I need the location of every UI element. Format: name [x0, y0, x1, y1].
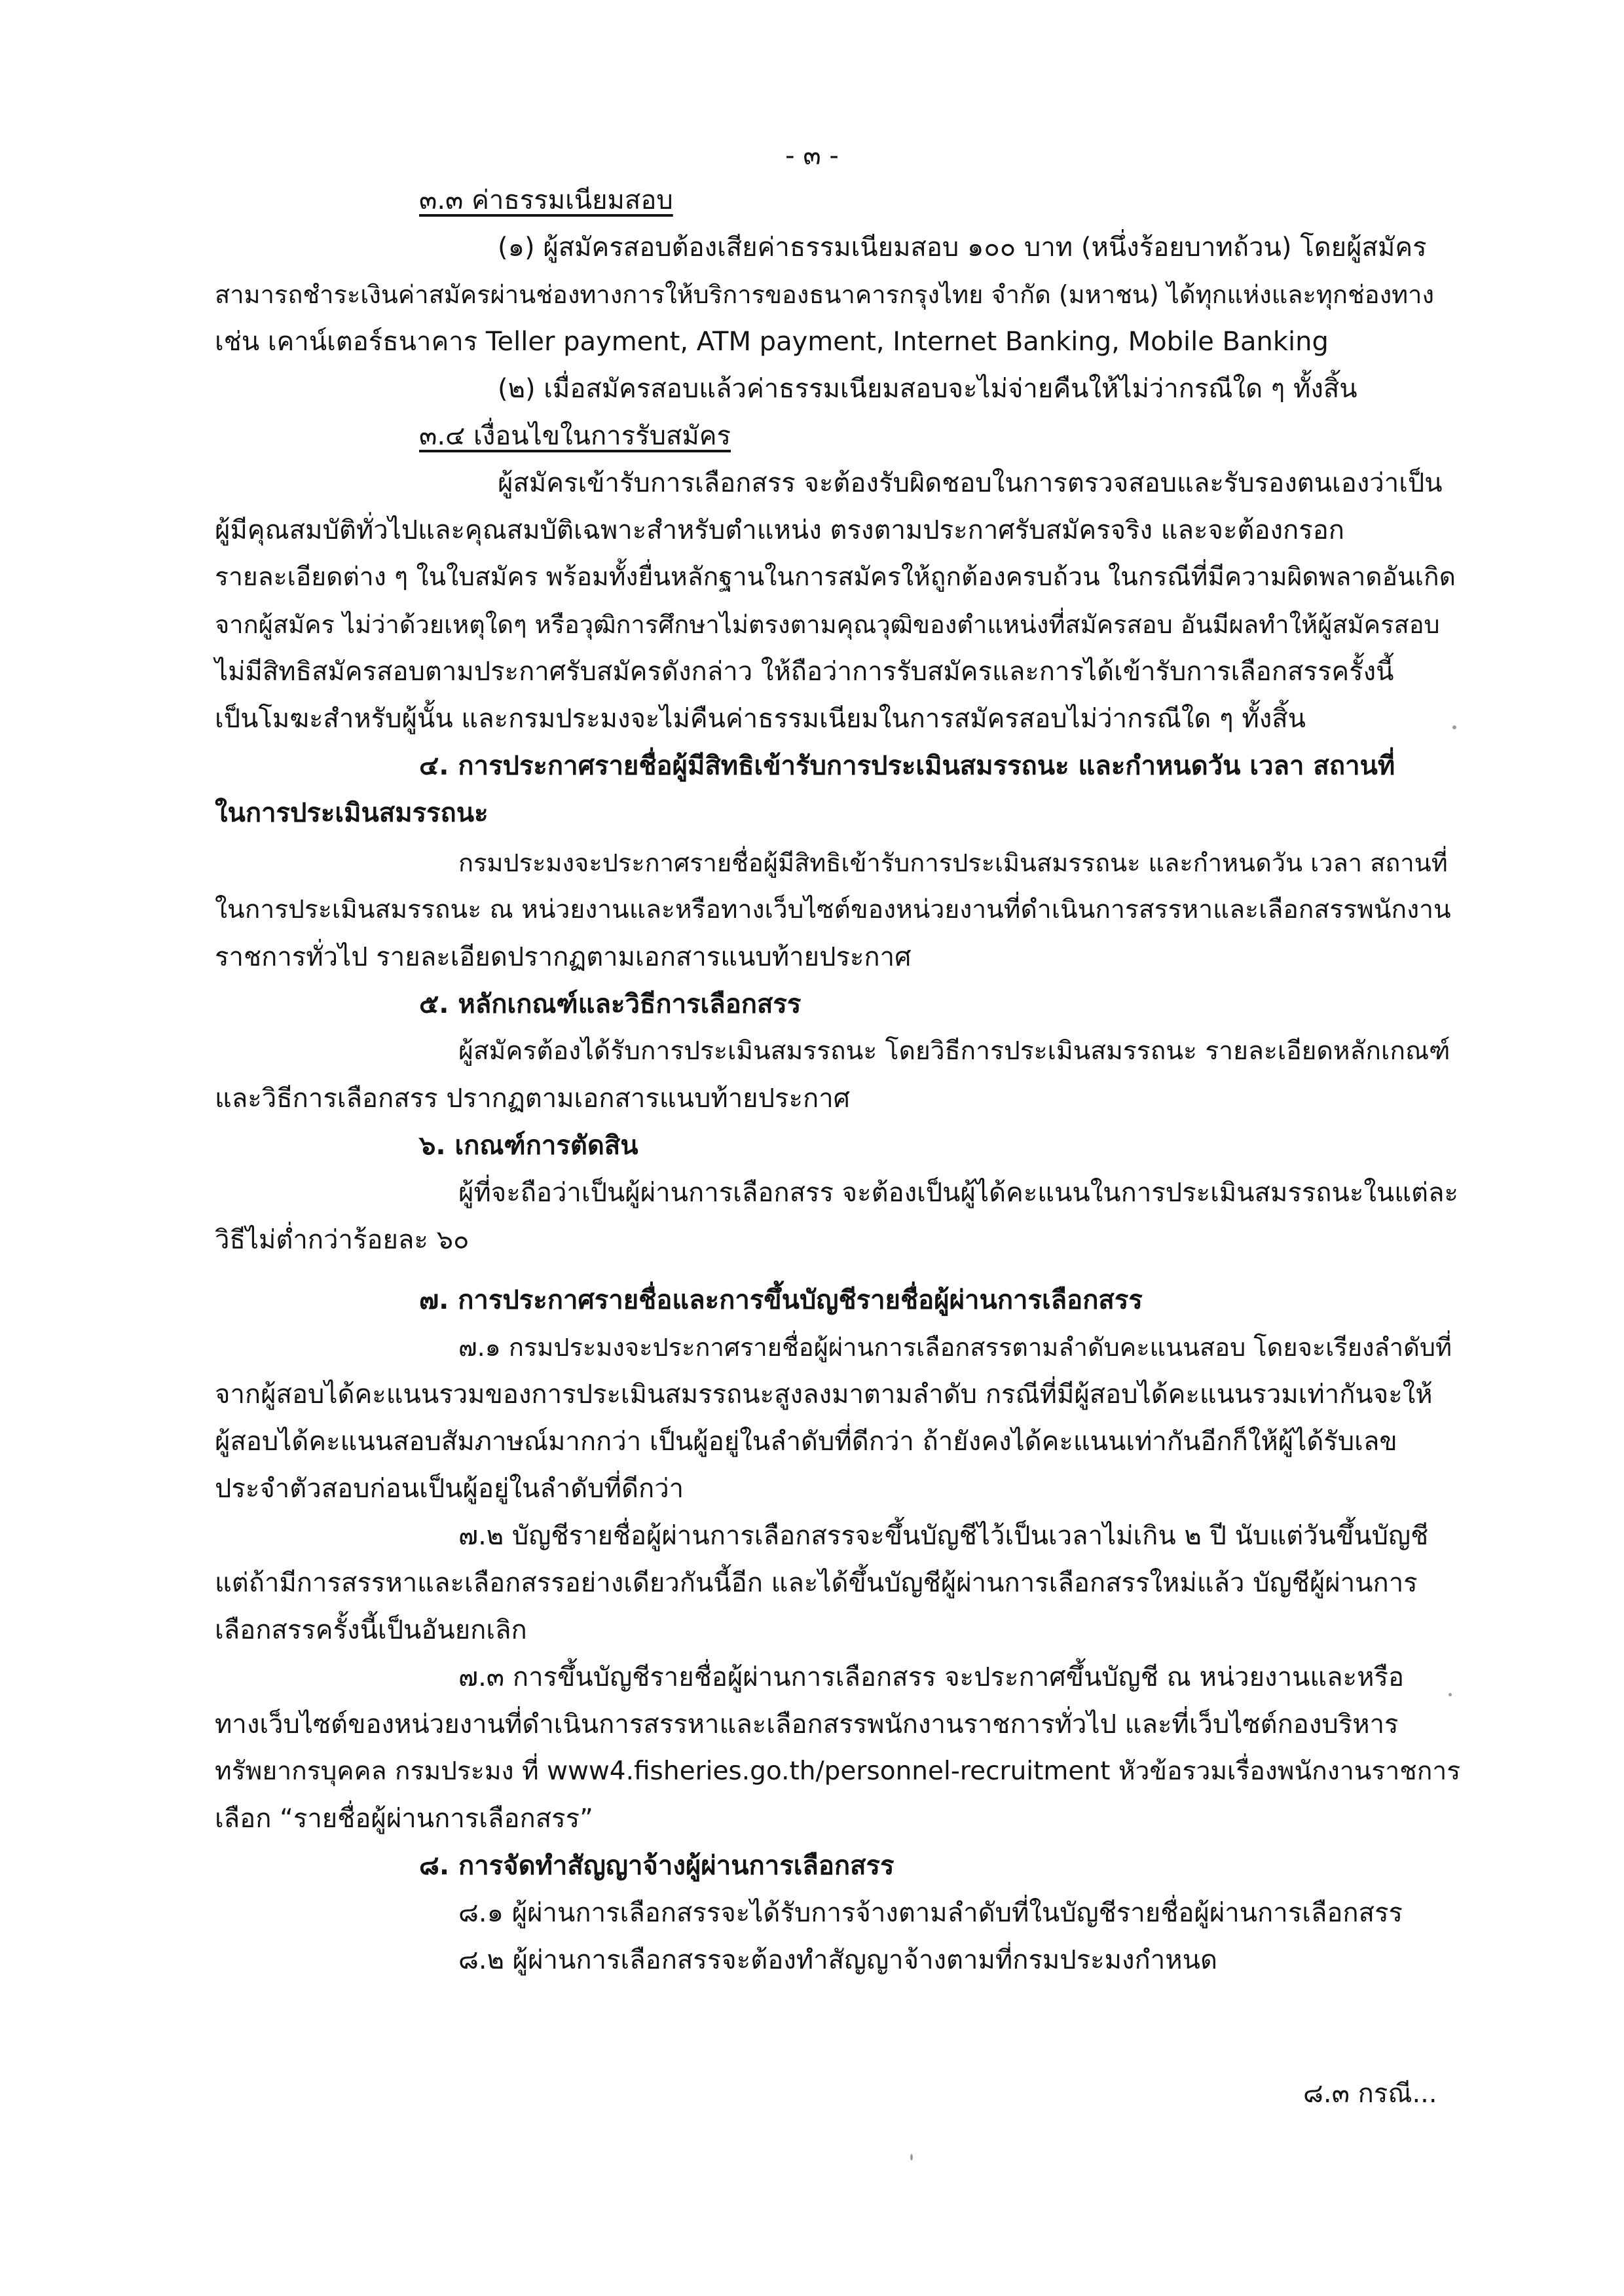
section-8-1: ๘.๑ ผู้ผ่านการเลือกสรรจะได้รับการจ้างตามลำดับที่ในบัญชีรายชื่อผู้ผ่านการเลือกสรร	[458, 1898, 1403, 1928]
section-7-1-line-2: จากผู้สอบได้คะแนนรวมของการประเมินสมรรถนะสูงลงมาตามลำดับ กรณีที่มีผู้สอบได้คะแนนรวมเท่ากันจะให้	[215, 1379, 1433, 1410]
scan-speck	[1449, 1693, 1452, 1696]
section-4-line-2: ในการประเมินสมรรถนะ ณ หน่วยงานและหรือทางเว็บไซต์ของหน่วยงานที่ดำเนินการสรรหาและเลือกสรรพนักงาน	[215, 895, 1451, 924]
section-7-1-line-4: ประจำตัวสอบก่อนเป็นผู้อยู่ในลำดับที่ดีกว่า	[215, 1474, 684, 1504]
section-7-heading: ๗. การประกาศรายชื่อและการขึ้นบัญชีรายชื่อผู้ผ่านการเลือกสรร	[419, 1285, 1143, 1315]
section-5-line-2: และวิธีการเลือกสรร ปรากฏตามเอกสารแนบท้ายประกาศ	[215, 1084, 851, 1114]
section-3-3-heading: ๓.๓ ค่าธรรมเนียมสอบ	[419, 185, 673, 215]
section-3-4-line-5: ไม่มีสิทธิสมัครสอบตามประกาศรับสมัครดังกล่าว ให้ถือว่าการรับสมัครและการได้เข้ารับการเลือกสรรครั้งนี้	[215, 657, 1394, 687]
section-3-4-line-1: ผู้สมัครเข้ารับการเลือกสรร จะต้องรับผิดชอบในการตรวจสอบและรับรองตนเองว่าเป็น	[498, 468, 1443, 498]
section-6-heading: ๖. เกณฑ์การตัดสิน	[419, 1131, 638, 1161]
section-5-line-1: ผู้สมัครต้องได้รับการประเมินสมรรถนะ โดยวิธีการประเมินสมรรถนะ รายละเอียดหลักเกณฑ์	[458, 1036, 1450, 1066]
scan-speck	[910, 2154, 913, 2160]
section-3-4-line-2: ผู้มีคุณสมบัติทั่วไปและคุณสมบัติเฉพาะสำหรับตำแหน่ง ตรงตามประกาศรับสมัครจริง และจะต้องกรอก	[215, 515, 1344, 545]
section-4-line-1: กรมประมงจะประกาศรายชื่อผู้มีสิทธิเข้ารับการประเมินสมรรถนะ และกำหนดวัน เวลา สถานที่	[458, 848, 1448, 877]
section-7-2-line-3: เลือกสรรครั้งนี้เป็นอันยกเลิก	[215, 1615, 527, 1645]
footer-continuation: ๘.๓ กรณี...	[1303, 2079, 1437, 2109]
section-3-3-item-2: (๒) เมื่อสมัครสอบแล้วค่าธรรมเนียมสอบจะไม่จ่ายคืนให้ไม่ว่ากรณีใด ๆ ทั้งสิ้น	[498, 374, 1357, 404]
section-7-2-line-2: แต่ถ้ามีการสรรหาและเลือกสรรอย่างเดียวกันนี้อีก และได้ขึ้นบัญชีผู้ผ่านการเลือกสรรใหม่แล้ว บัญชีผู้ผ่านการ	[215, 1568, 1418, 1598]
section-4-heading-line-1: ๔. การประกาศรายชื่อผู้มีสิทธิเข้ารับการประเมินสมรรถนะ และกำหนดวัน เวลา สถานที่	[419, 751, 1395, 781]
section-7-3-line-4: เลือก “รายชื่อผู้ผ่านการเลือกสรร”	[215, 1804, 593, 1834]
section-3-3-item-1-line-2: สามารถชำระเงินค่าสมัครผ่านช่องทางการให้บริการของธนาคารกรุงไทย จำกัด (มหาชน) ได้ทุกแห่งและทุกช่องทาง	[215, 280, 1435, 309]
section-7-3-line-2: ทางเว็บไซต์ของหน่วยงานที่ดำเนินการสรรหาและเลือกสรรพนักงานราชการทั่วไป และที่เว็บไซต์กองบริหาร	[215, 1709, 1399, 1740]
section-8-2: ๘.๒ ผู้ผ่านการเลือกสรรจะต้องทำสัญญาจ้างตามที่กรมประมงกำหนด	[458, 1945, 1217, 1975]
section-7-3-line-1: ๗.๓ การขึ้นบัญชีรายชื่อผู้ผ่านการเลือกสรร จะประกาศขึ้นบัญชี ณ หน่วยงานและหรือ	[458, 1662, 1405, 1692]
section-3-3-item-1-line-1: (๑) ผู้สมัครสอบต้องเสียค่าธรรมเนียมสอบ ๑๐๐ บาท (หนึ่งร้อยบาทถ้วน) โดยผู้สมัคร	[498, 232, 1427, 263]
section-3-4-line-4: จากผู้สมัคร ไม่ว่าด้วยเหตุใดๆ หรือวุฒิการศึกษาไม่ตรงตามคุณวุฒิของตำแหน่งที่สมัครสอบ อันมีผลทำให้ผู้สมัครสอบ	[215, 610, 1440, 639]
section-3-3-item-1-line-3: เช่น เคาน์เตอร์ธนาคาร Teller payment, ATM payment, Internet Banking, Mobile Banking	[215, 327, 1329, 357]
scan-speck	[1452, 725, 1456, 729]
section-7-2-line-1: ๗.๒ บัญชีรายชื่อผู้ผ่านการเลือกสรรจะขึ้นบัญชีไว้เป็นเวลาไม่เกิน ๒ ปี นับแต่วันขึ้นบัญชี	[458, 1521, 1429, 1551]
section-4-heading-line-2: ในการประเมินสมรรถนะ	[215, 798, 489, 828]
section-4-line-3: ราชการทั่วไป รายละเอียดปรากฏตามเอกสารแนบท้ายประกาศ	[215, 942, 912, 972]
section-3-4-line-6: เป็นโมฆะสำหรับผู้นั้น และกรมประมงจะไม่คืนค่าธรรมเนียมในการสมัครสอบไม่ว่ากรณีใด ๆ ทั้งสิ้น	[215, 704, 1306, 734]
section-6-line-1: ผู้ที่จะถือว่าเป็นผู้ผ่านการเลือกสรร จะต้องเป็นผู้ได้คะแนนในการประเมินสมรรถนะในแต่ละ	[458, 1178, 1458, 1208]
section-7-3-line-3: ทรัพยากรบุคคล กรมประมง ที่ www4.fisheries.go.th/personnel-recruitment หัวข้อรวมเรื่องพนักงานราชการ	[215, 1757, 1461, 1786]
section-3-4-line-3: รายละเอียดต่าง ๆ ในใบสมัคร พร้อมทั้งยื่นหลักฐานในการสมัครให้ถูกต้องครบถ้วน ในกรณีที่มีความผิดพลาดอันเกิด	[215, 562, 1456, 592]
page-number: - ๓ -	[785, 141, 839, 171]
section-6-line-2: วิธีไม่ต่ำกว่าร้อยละ ๖๐	[215, 1225, 470, 1255]
section-3-4-heading: ๓.๔ เงื่อนไขในการรับสมัคร	[419, 421, 731, 451]
section-8-heading: ๘. การจัดทำสัญญาจ้างผู้ผ่านการเลือกสรร	[419, 1851, 895, 1881]
section-7-1-line-1: ๗.๑ กรมประมงจะประกาศรายชื่อผู้ผ่านการเลือกสรรตามลำดับคะแนนสอบ โดยจะเรียงลำดับที่	[458, 1333, 1452, 1362]
section-7-1-line-3: ผู้สอบได้คะแนนสอบสัมภาษณ์มากกว่า เป็นผู้อยู่ในลำดับที่ดีกว่า ถ้ายังคงได้คะแนนเท่ากันอีกก็ให้ผู้ได้รับเลข	[215, 1427, 1397, 1457]
section-5-heading: ๕. หลักเกณฑ์และวิธีการเลือกสรร	[419, 989, 802, 1019]
